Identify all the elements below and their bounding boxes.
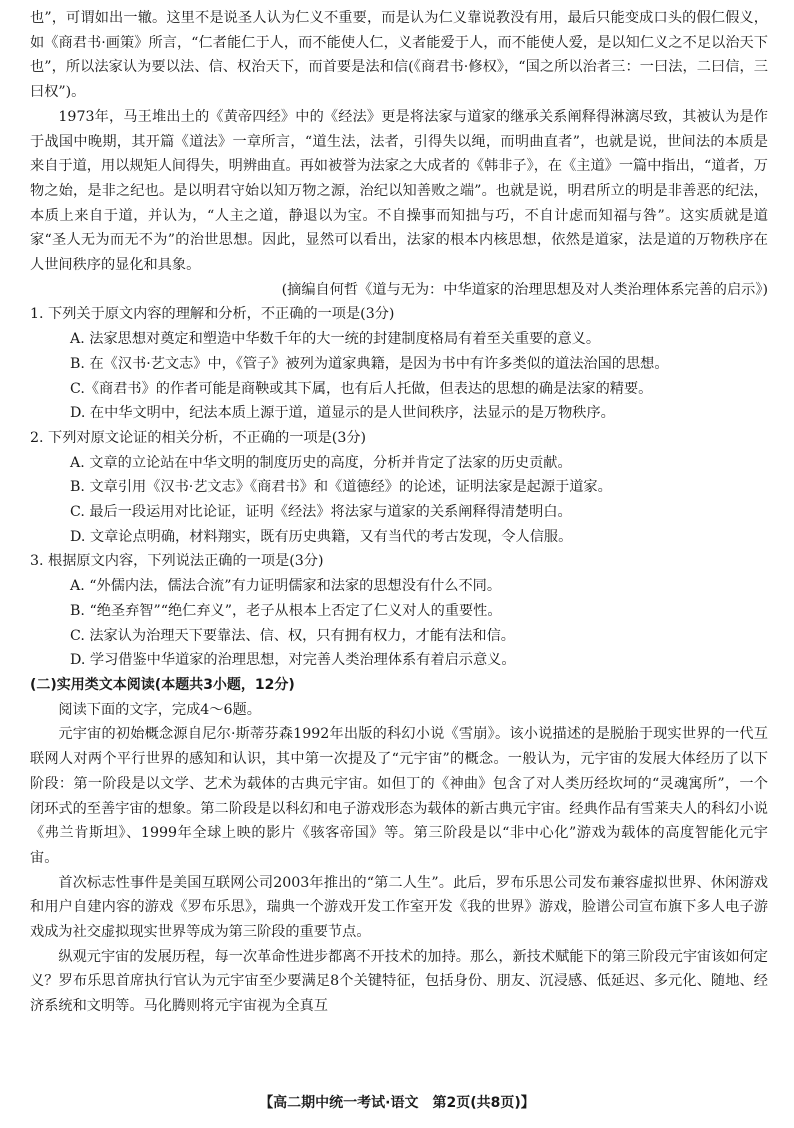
question-option: A. 文章的立论站在中华文明的制度历史的高度，分析并肯定了法家的历史贡献。 <box>70 454 572 471</box>
question-stem: 3. 根据原文内容，下列说法正确的一项是(3分) <box>30 553 324 570</box>
question-option: B. 在《汉书·艺文志》中，《管子》被列为道家典籍，是因为书中有许多类似的道法治国的思想。 <box>70 355 669 372</box>
question-1 <box>30 302 768 426</box>
article-paragraph: 元宇宙的初始概念源自尼尔·斯蒂芬森1992年出版的科幻小说《雪崩》。该小说描述的是脱胎于现实世界的一代互联网人对两个平行世界的感知和认识，其中第一次提及了“元宇宙”的概念。一般认为，元宇宙的发展大体经历了以下阶段：第一阶段是以文学、艺术为载体的古典元宇宙。如但丁的《神曲》包含了对人类历经坎坷的“灵魂寓所”，一个闭环式的至善宇宙的想象。第二阶段是以科幻和电子游戏形态为载体的新古典元宇宙。经典作品有雪莱夫人的科幻小说《弗兰肯斯坦》、1999年全球上映的影片《骇客帝国》等。第三阶段是以“非中心化”游戏为载体的高度智能化元宇宙。 <box>30 726 768 866</box>
question-3 <box>30 549 768 673</box>
question-option: C. 法家认为治理天下要靠法、信、权，只有拥有权力，才能有法和信。 <box>70 627 515 644</box>
question-option: A. 法家思想对奠定和塑造中华数千年的大一统的封建制度格局有着至关重要的意义。 <box>70 331 601 348</box>
question-option: A. “外儒内法，儒法合流”有力证明儒家和法家的思想没有什么不同。 <box>70 578 502 595</box>
question-stem: 1. 下列关于原文内容的理解和分析，不正确的一项是(3分) <box>30 306 395 323</box>
question-option: D. 学习借鉴中华道家的治理思想，对完善人类治理体系有着启示意义。 <box>70 652 516 669</box>
question-option: C. 最后一段运用对比论证，证明《经法》将法家与道家的关系阐释得清楚明白。 <box>70 504 572 521</box>
passage-paragraph-1973: 1973年，马王堆出土的《黄帝四经》中的《经法》更是将法家与道家的继承关系阐释得淋漓尽致，其被认为是作于战国中晚期，其开篇《道法》一章所言，“道生法，法者，引得失以绳，而明曲直者”，也就是说，世间法的本质是来自于道，用以规矩人间得失，明辨曲直。再如被誉为法家之大成者的《韩非子》，在《主道》一篇中指出，“道者，万物之始，是非之纪也。是以明君守始以知万物之源，治纪以知善败之端”。也就是说，明君所立的明是非善恶的纪法，本质上来自于道，并认为，“人主之道，静退以为宝。不自操事而知拙与巧，不自计虑而知福与咎”。这实质就是道家“圣人无为而无不为”的治世思想。因此，显然可以看出，法家的根本内核思想，依然是道家，法是道的万物秩序在人世间秩序的显化和具象。 <box>30 108 768 274</box>
question-option: D. 文章论点明确，材料翔实，既有历史典籍，又有当代的考古发现，令人信服。 <box>70 528 573 545</box>
passage-paragraph-continued: 也”，可谓如出一辙。这里不是说圣人认为仁义不重要，而是认为仁义靠说教没有用，最后只能变成口头的假仁假义，如《商君书·画策》所言，“仁者能仁于人，而不能使人仁，义者能爱于人，而不能使人爱，是以知仁义之不足以治天下也”，所以法家认为要以法、信、权治天下，而首要是法和信(《商君书·修权》，“国之所以治者三：一曰法，二曰信，三曰权”)。 <box>30 10 768 101</box>
page-footer: 【高二期中统一考试·语文 第2页(共8页)】 <box>259 1095 535 1111</box>
question-option: D. 在中华文明中，纪法本质上源于道，道显示的是人世间秩序，法显示的是万物秩序。 <box>70 405 615 422</box>
article-paragraph: 首次标志性事件是美国互联网公司2003年推出的“第二人生”。此后，罗布乐思公司发布兼容虚拟世界、休闲游戏和用户自建内容的游戏《罗布乐思》，瑞典一个游戏开发工作室开发《我的世界》游戏，脸谱公司宣布旗下多人电子游戏成为社交虚拟现实世界等成为第三阶段的重要节点。 <box>30 874 768 941</box>
exam-page <box>30 6 768 1019</box>
article-paragraph: 纵观元宇宙的发展历程，每一次革命性进步都离不开技术的加持。那么，新技术赋能下的第三阶段元宇宙该如何定义？罗布乐思首席执行官认为元宇宙至少要满足8个关键特征，包括身份、朋友、沉浸感、低延迟、多元化、随地、经济系统和文明等。马化腾则将元宇宙视为全真互 <box>30 948 768 1015</box>
section-instruction: 阅读下面的文字，完成4～6题。 <box>58 701 261 718</box>
section-heading: (二)实用类文本阅读(本题共3小题，12分) <box>30 676 295 693</box>
passage-source: (摘编自何哲《道与无为：中华道家的治理思想及对人类治理体系完善的启示》) <box>281 281 768 298</box>
question-option: B. “绝圣弃智”“绝仁弃义”，老子从根本上否定了仁义对人的重要性。 <box>70 602 502 619</box>
question-option: B. 文章引用《汉书·艺文志》《商君书》和《道德经》的论述，证明法家是起源于道家。 <box>70 479 612 496</box>
question-stem: 2. 下列对原文论证的相关分析，不正确的一项是(3分) <box>30 429 367 446</box>
question-2 <box>30 426 768 550</box>
question-option: C.《商君书》的作者可能是商鞅或其下属，也有后人托做，但表达的思想的确是法家的精要。 <box>70 380 653 397</box>
